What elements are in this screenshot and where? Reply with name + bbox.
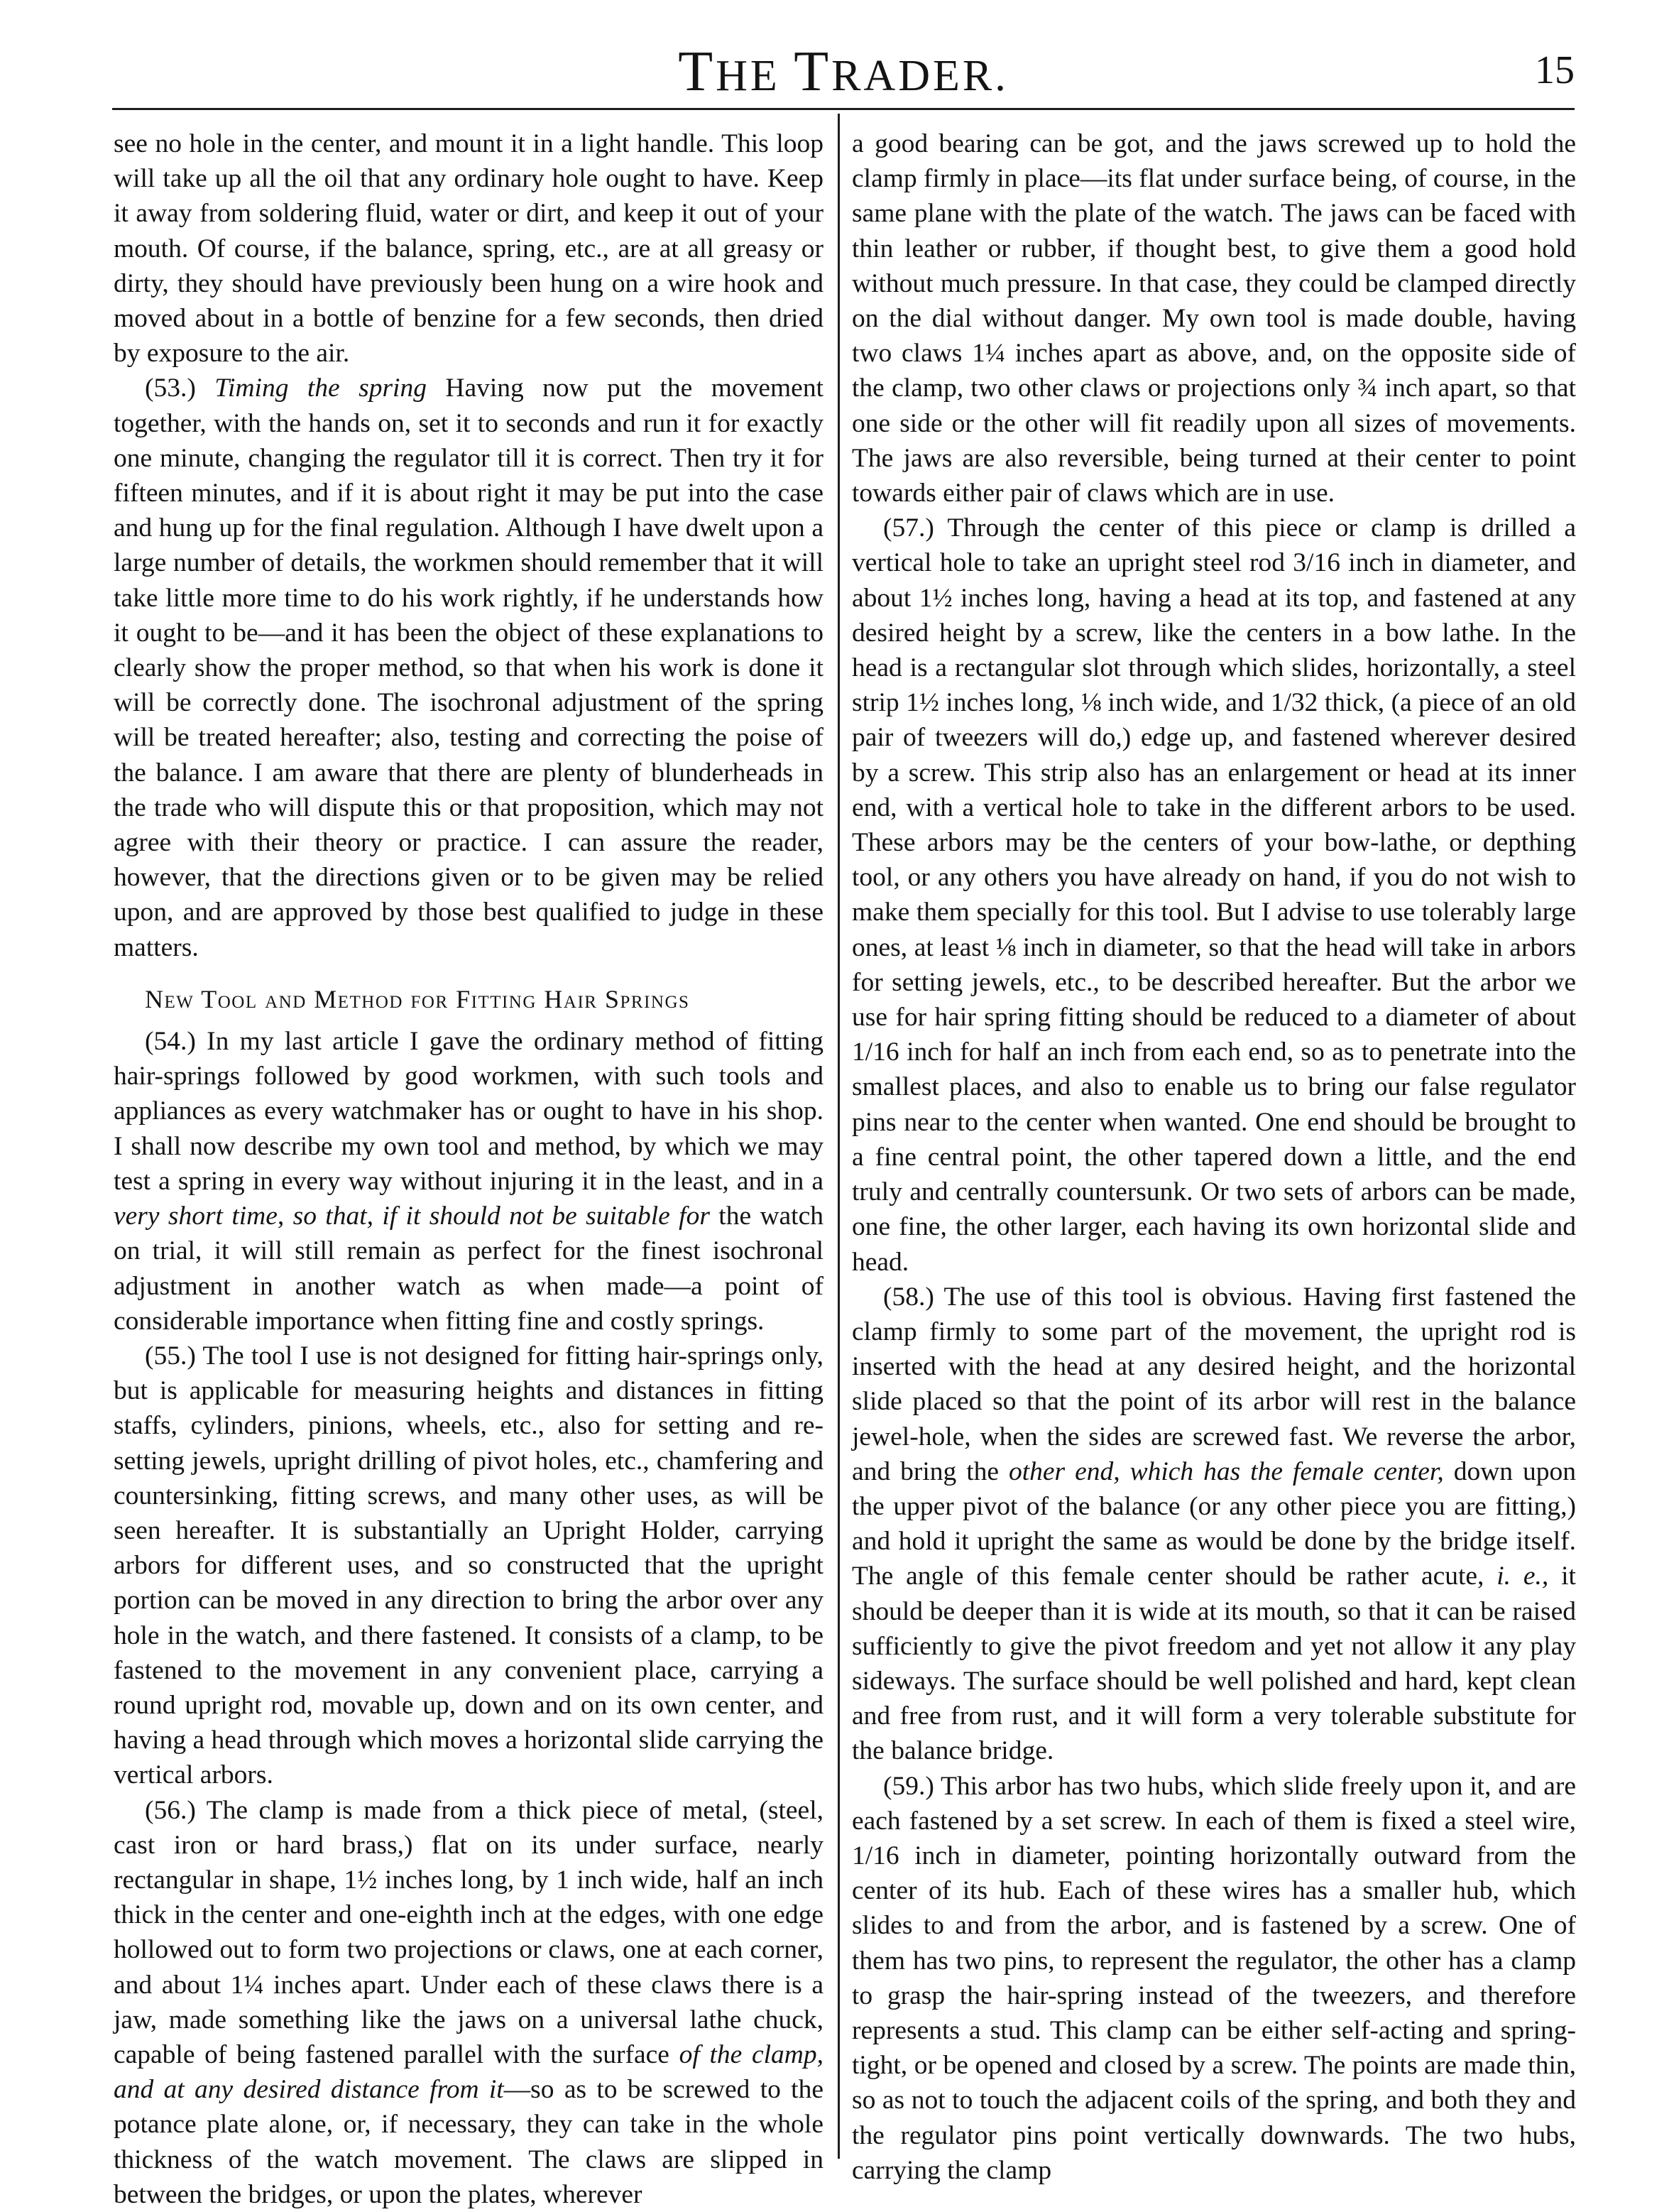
paragraph [114, 1024, 823, 1339]
paragraph-text: the watch on trial, it will still remain as perfect for the finest isochronal adjustment in another watch as when made—a point of considerable importance when fitting fine and costly springs. [114, 1202, 823, 1336]
italic-text: very short time, so that, if it should not be suitable for [114, 1202, 710, 1231]
masthead [112, 40, 1575, 104]
title-part: RADER. [831, 52, 1009, 100]
column-divider [838, 114, 840, 2159]
paragraph: (57.) Through the center of this piece or clamp is drilled a vertical hole to take an upright steel rod 3/16 inch in diameter, and about 1½ inches long, having a head at its top, and fastened at any desired height by a screw, like the centers in a bow lathe. In the head is a rectangular slot through which slides, horizontally, a steel strip 1½ inches long, ⅛ inch wide, and 1/32 thick, (a piece of an old pair of tweezers will do,) edge up, and fastened wherever desired by a screw. This strip also has an enlargement or head at its inner end, with a vertical hole to take in the different arbors to be used. These arbors may be the centers of your bow-lathe, or depthing tool, or any others you have already on hand, if you do not wish to make them specially for this tool. But I advise to use tolerably large ones, at least ⅛ inch in diameter, so that the head will take in arbors for setting jewels, etc., to be described hereafter. But the arbor we use for hair spring fitting should be reduced to a diameter of about 1/16 inch for half an inch from each end, so as to penetrate into the smallest places, and also to enable us to bring our false regulator pins near to the center when wanted. One end should be brought to a fine central point, the other tapered down a little, and the end truly and centrally countersunk. Or two sets of arbors can be made, one fine, the other larger, each having its own horizontal slide and head. [852, 513, 1576, 1277]
title-part: HE [716, 52, 794, 100]
section-heading: New Tool and Method for Fitting Hair Springs [145, 984, 690, 1013]
paragraph-text: Having now put the movement together, with the hands on, set it to seconds and run it for exactly one minute, changing the regulator till it is correct. Then try it for fifteen minutes, and if it is about right it may be put into the case and hung up for the final regulation. Although I have dwelt upon a large number of details, the workmen should remember that it will take little more time to do his work rightly, if he understands how it ought to be—and it has been the object of these explanations to clearly show the proper method, so that when his work is done it will be correctly done. The isochronal adjustment of the spring will be treated hereafter; also, testing and correcting the poise of the balance. I am aware that there are plenty of blunderheads in the trade who will dispute this or that proposition, which may not agree with their theory or practice. I can assure the reader, however, that the directions given or to be given may be relied upon, and are approved by those best qualified to judge in these matters. [114, 374, 823, 962]
paragraph: a good bearing can be got, and the jaws screwed up to hold the clamp firmly in place—its flat under surface being, of course, in the same plane with the plate of the watch. The jaws can be faced with thin leather or rubber, if thought best, to give them a good hold without much pressure. In that case, they could be clamped directly on the dial without danger. My own tool is made double, having two claws 1¼ inches apart as above, and, on the opposite side of the clamp, two other claws or projections only ¾ inch apart, so that one side or the other will fit readily upon all sizes of movements. The jaws are also reversible, being turned at their center to point towards either pair of claws which are in use. [852, 129, 1576, 508]
paragraph-text: it should be deeper than it is wide at its mouth, so that it can be raised sufficiently to give the pivot freedom and yet not allow it any play sideways. The surface should be well polished and hard, kept clean and free from rust, and it will form a very tolerable substitute for the balance bridge. [852, 1562, 1576, 1766]
paragraph [114, 1793, 823, 2212]
title-letter: T [794, 40, 832, 103]
paragraph: (59.) This arbor has two hubs, which slide freely upon it, and are each fastened by a set screw. In each of them is fixed a steel wire, 1/16 inch in diameter, pointing horizontally outward from the center of its hub. Each of these wires has a smaller hub, which slides to and from the arbor, and is fastened by a screw. One of them has two pins, to represent the regulator, the other has a clamp to grasp the hair-spring instead of the tweezers, and therefore represents a stud. This clamp can be either self-acting and spring-tight, or be opened and closed by a screw. The points are made thin, so as not to touch the adjacent coils of the spring, and both they and the regulator pins point vertically downwards. The two hubs, carrying the clamp [852, 1771, 1576, 2185]
paragraph-subject: Timing the spring [214, 374, 427, 403]
page-number: 15 [1535, 48, 1575, 92]
journal-title [112, 40, 1575, 108]
paragraph-text: down upon the upper pivot of the balance (or any other piece you are fitting,) and hold it upright the same as would be done by the bridge itself. The angle of this female center should be rather acute, [852, 1456, 1576, 1591]
header-rule [112, 108, 1575, 110]
paragraph-text: (54.) In my last article I gave the ordinary method of fitting hair-springs followed by good workmen, with such tools and appliances as every watchmaker has or ought to have in his shop. I shall now describe my own tool and method, by which we may test a spring in every way without injuring it in the least, and in a [114, 1027, 823, 1196]
paragraph [114, 371, 823, 964]
paragraph-text: —so as to be screwed to the potance plate alone, or, if necessary, they can take in the whole thickness of the watch movement. The claws are slipped in between the bridges, or upon the plates, wherever [114, 2075, 823, 2209]
italic-text: other end, which has the female center, [1008, 1456, 1444, 1486]
left-column [114, 126, 823, 2209]
title-letter: T [678, 40, 716, 103]
italic-text: i. e., [1496, 1562, 1549, 1591]
paragraph-text: (56.) The clamp is made from a thick piece of metal, (steel, cast iron or hard brass,) flat on its under surface, nearly rectangular in shape, 1½ inches long, by 1 inch wide, half an inch thick in the center and one-eighth inch at the edges, with one edge hollowed out to form two projections or claws, one at each corner, and about 1¼ inches apart. Under each of these claws there is a jaw, made something like the jaws on a universal lathe chuck, capable of being fastened parallel with the surface [114, 1795, 823, 2069]
paragraph [852, 1280, 1576, 1769]
paragraph-text: (58.) The use of this tool is obvious. Having first fastened the clamp firmly to some part of the movement, the upright rod is inserted with the head at any desired height, and the horizontal slide placed so that the point of its arbor will rest in the balance jewel-hole, when the sides are screwed fast. We reverse the arbor, and bring the [852, 1282, 1576, 1486]
italic-text: of the clamp, and at any desired distance from it [114, 2039, 823, 2105]
paragraph: (55.) The tool I use is not designed for fitting hair-springs only, but is applicable for measuring heights and distances in fitting staffs, cylinders, pinions, wheels, etc., also for setting and re-setting jewels, upright drilling of pivot holes, etc., chamfering and countersinking, fitting screws, and many other uses, as will be seen hereafter. It is substantially an Upright Holder, carrying arbors for different uses, and so constructed that the upright portion can be moved in any direction to bring the arbor over any hole in the watch, and there fastened. It consists of a clamp, to be fastened to the movement in any convenient place, carrying a round upright rod, movable up, down and on its own center, and having a head through which moves a horizontal slide carrying the vertical arbors. [114, 1341, 823, 1790]
paragraph-number: (53.) [145, 374, 215, 403]
paragraph: see no hole in the center, and mount it in a light handle. This loop will take up all the oil that any ordinary hole ought to have. Keep it away from soldering fluid, water or dirt, and keep it out of your mouth. Of course, if the balance, spring, etc., are at all greasy or dirty, they should have previously been hung on a wire hook and moved about in a bottle of benzine for a few seconds, then dried by exposure to the air. [114, 129, 823, 369]
right-column [852, 126, 1576, 2186]
